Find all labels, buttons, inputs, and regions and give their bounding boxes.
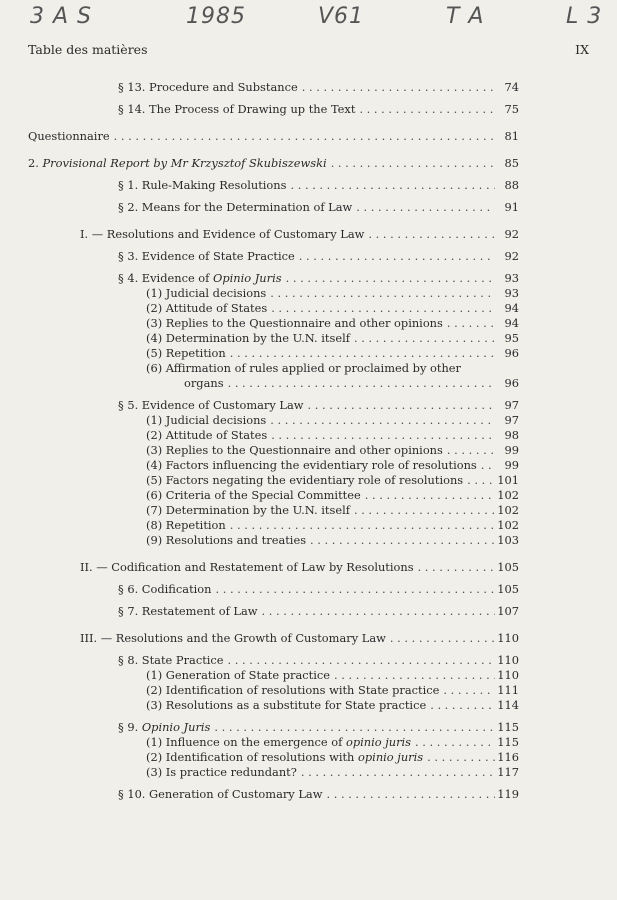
toc-entry: (3) Replies to the Questionnaire and other opinions . . . 99 <box>0 443 617 458</box>
toc-entry: (5) Factors negating the evidentiary role of resolutions . . . 101 <box>0 473 617 488</box>
handwritten-note: 3 A S <box>30 4 92 29</box>
toc-entry: § 6. Codification . . . 105 <box>0 582 617 597</box>
handwritten-note: T A <box>446 4 485 29</box>
handwritten-note: L 3 <box>566 4 603 29</box>
toc-entry: § 14. The Process of Drawing up the Text . . . 75 <box>0 102 617 117</box>
toc-entry: (6) Criteria of the Special Committee . . . 102 <box>0 488 617 503</box>
toc-entry: (2) Identification of resolutions with State practice . . . 111 <box>0 683 617 698</box>
toc-entry: (2) Attitude of States . . . 94 <box>0 301 617 316</box>
toc-entry: Questionnaire . . . 81 <box>0 129 617 144</box>
toc-entry: I. — Resolutions and Evidence of Customary Law . . . 92 <box>0 227 617 242</box>
toc-entry: (2) Attitude of States . . . 98 <box>0 428 617 443</box>
toc-entry: (1) Generation of State practice . . . 110 <box>0 668 617 683</box>
page-number: IX <box>575 42 589 57</box>
toc-entry: (8) Repetition . . . 102 <box>0 518 617 533</box>
toc-entry: § 4. Evidence of Opinio Juris . . . 93 <box>0 271 617 286</box>
toc-entry: § 2. Means for the Determination of Law . . . 91 <box>0 200 617 215</box>
toc-entry: III. — Resolutions and the Growth of Customary Law . . . 110 <box>0 631 617 646</box>
handwritten-note: V61 <box>318 4 365 29</box>
toc-entry: (3) Replies to the Questionnaire and other opinions . . . 94 <box>0 316 617 331</box>
toc-entry: § 8. State Practice . . . 110 <box>0 653 617 668</box>
toc-entry: (3) Is practice redundant? . . . 117 <box>0 765 617 780</box>
toc-entry: (4) Determination by the U.N. itself . . . 95 <box>0 331 617 346</box>
toc-entry: (5) Repetition . . . 96 <box>0 346 617 361</box>
toc-entry: (3) Resolutions as a substitute for State practice . . . 114 <box>0 698 617 713</box>
toc-entry: (6) Affirmation of rules applied or proclaimed by other <box>146 361 461 375</box>
toc-entry: § 7. Restatement of Law . . . 107 <box>0 604 617 619</box>
toc-entry: II. — Codification and Restatement of Law by Resolutions . . . 105 <box>0 560 617 575</box>
toc-entry: (7) Determination by the U.N. itself . . . 102 <box>0 503 617 518</box>
toc-entry-continued: organs . . . 96 <box>0 376 617 391</box>
running-head <box>28 42 589 57</box>
toc-entry: (9) Resolutions and treaties . . . 103 <box>0 533 617 548</box>
toc-entry: § 9. Opinio Juris . . . 115 <box>0 720 617 735</box>
handwritten-note: 1985 <box>186 4 246 29</box>
toc-entry: § 3. Evidence of State Practice . . . 92 <box>0 249 617 264</box>
toc-entry: (1) Influence on the emergence of opinio juris . . . 115 <box>0 735 617 750</box>
toc-entry: 2. Provisional Report by Mr Krzysztof Skubiszewski . . . 85 <box>0 156 617 171</box>
toc-entry: (1) Judicial decisions . . . 97 <box>0 413 617 428</box>
toc-entry: (1) Judicial decisions . . . 93 <box>0 286 617 301</box>
toc-entry: § 13. Procedure and Substance . . . 74 <box>0 80 617 95</box>
toc-entry: (4) Factors influencing the evidentiary role of resolutions . . . 99 <box>0 458 617 473</box>
toc-entry: § 10. Generation of Customary Law . . . 119 <box>0 787 617 802</box>
toc-entry: § 5. Evidence of Customary Law . . . 97 <box>0 398 617 413</box>
toc-entry: (2) Identification of resolutions with opinio juris . . . 116 <box>0 750 617 765</box>
table-of-contents <box>0 80 617 802</box>
toc-entry: § 1. Rule-Making Resolutions . . . 88 <box>0 178 617 193</box>
running-head-title: Table des matières <box>28 42 148 57</box>
